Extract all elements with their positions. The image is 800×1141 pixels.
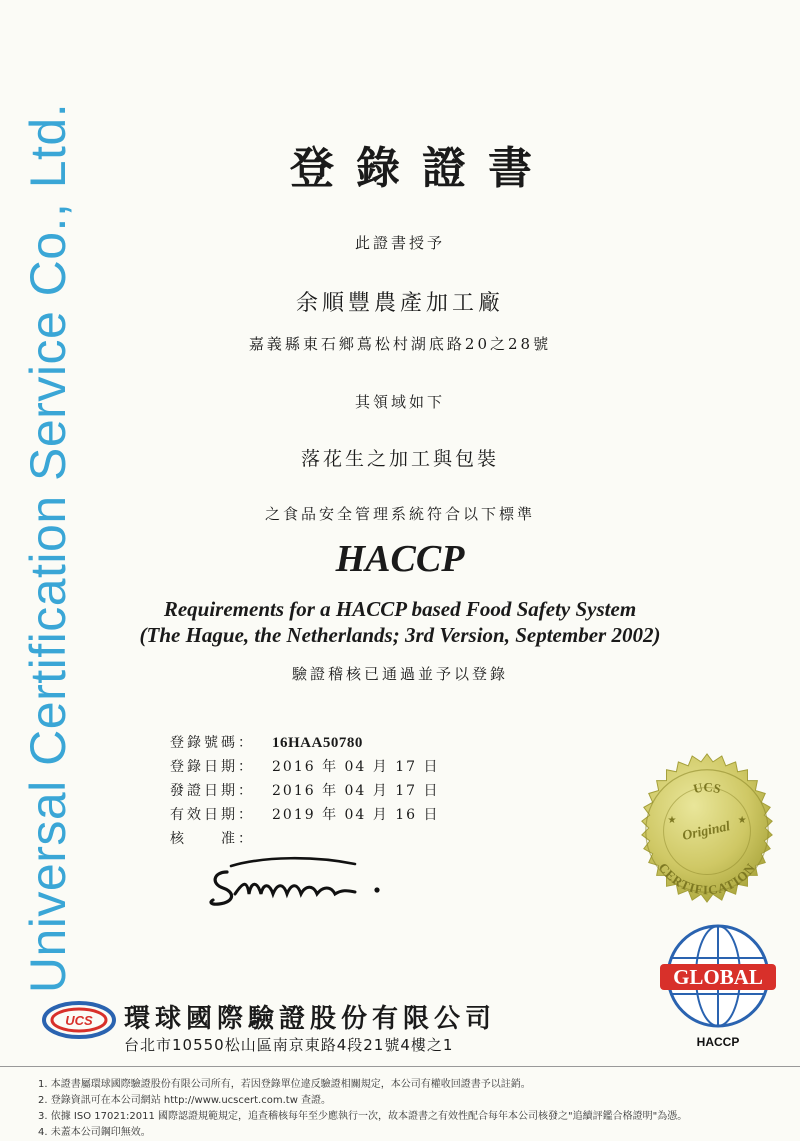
ucs-logo-text: UCS [65, 1013, 93, 1028]
conform-label: 之食品安全管理系統符合以下標準 [264, 505, 535, 523]
registration-number-label: 登錄號碼： [170, 735, 255, 751]
issue-date-label: 發證日期： [170, 783, 255, 799]
company-name: 環球國際驗證股份有限公司 [124, 1004, 497, 1034]
expiry-date: 2019 年 04 月 16 日 [272, 807, 440, 823]
registration-date-label: 登錄日期： [170, 759, 255, 775]
organization-name: 余順豐農產加工廠 [295, 291, 504, 316]
seal-top-text: UCS [692, 780, 723, 797]
side-company-name: Universal Certification Service Co., Ltd. [20, 102, 76, 994]
registration-number-row [170, 732, 363, 752]
approval-label: 核 准： [170, 831, 255, 847]
expiry-date-label: 有效日期： [170, 807, 255, 823]
standard-name: HACCP [335, 538, 465, 580]
certificate-title: 登錄證書 [290, 143, 554, 194]
ucs-logo [42, 1000, 116, 1040]
registration-number: 16HAA50780 [272, 735, 363, 751]
scope-text: 落花生之加工與包裝 [300, 448, 499, 470]
approval-row [170, 828, 272, 848]
signature-image [205, 850, 400, 912]
note-3: 3. 依據 ISO 17021:2011 國際認證規範規定，追查稽核每年至少應執行一次，故本證書之有效性配合每年本公司核發之"追續評鑑合格證明"為憑。 [38, 1111, 688, 1122]
divider [0, 1066, 800, 1067]
seal-middle-text: Original [680, 818, 732, 843]
issue-date-row [170, 780, 440, 800]
scope-label: 其領域如下 [354, 393, 445, 411]
note-4: 4. 未蓋本公司鋼印無效。 [38, 1127, 151, 1138]
granted-to-label: 此證書授予 [354, 234, 445, 252]
seal-star-left: ★ [667, 815, 677, 827]
embossed-seal [628, 752, 786, 910]
seal-bottom-text: CERTIFICATION [655, 860, 759, 898]
global-sub-label: HACCP [696, 1035, 740, 1049]
organization-address: 嘉義縣東石鄉蔦松村湖底路20之28號 [248, 335, 552, 353]
global-label: GLOBAL [673, 965, 763, 989]
note-2: 2. 登錄資訊可在本公司網站 http://www.ucscert.com.tw 查證。 [38, 1095, 332, 1106]
standard-description-line1: Requirements for a HACCP based Food Safety System [163, 597, 637, 621]
registration-date-row [170, 756, 440, 776]
global-haccp-logo [658, 922, 778, 1052]
company-address: 台北市10550松山區南京東路4段21號4樓之1 [124, 1036, 454, 1054]
approved-statement: 驗證稽核已通過並予以登錄 [291, 665, 508, 683]
note-1: 1. 本證書屬環球國際驗證股份有限公司所有，若因登錄單位違反驗證相關規定，本公司有權收回證書予以註銷。 [38, 1079, 531, 1090]
registration-date: 2016 年 04 月 17 日 [272, 759, 440, 775]
seal-star-right: ★ [737, 815, 747, 827]
issue-date: 2016 年 04 月 17 日 [272, 783, 440, 799]
expiry-date-row [170, 804, 440, 824]
standard-description-line2: (The Hague, the Netherlands; 3rd Version, September 2002) [139, 623, 661, 647]
